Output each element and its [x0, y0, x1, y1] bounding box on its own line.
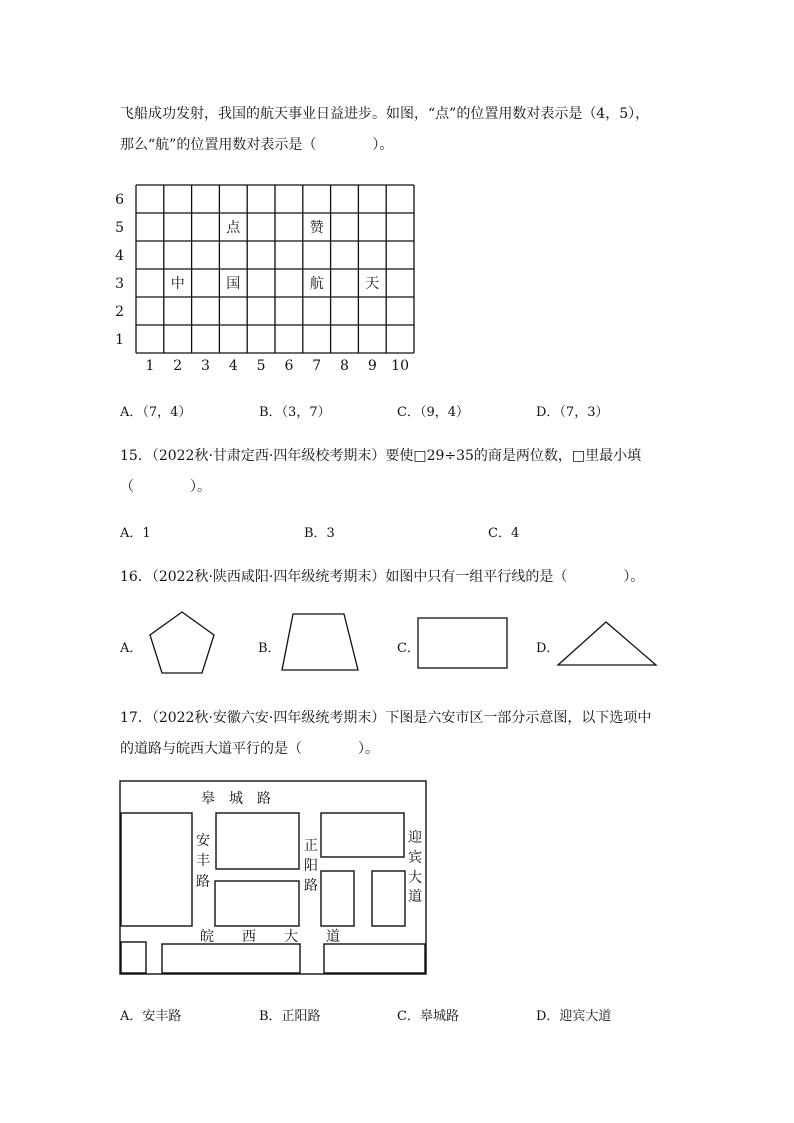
grid-x-label: 7	[312, 358, 322, 374]
grid-x-label: 6	[284, 358, 294, 374]
q14-option-d[interactable]: D．（7，3）	[536, 405, 609, 420]
q17-option-d[interactable]: D．迎宾大道	[536, 1009, 612, 1024]
anfeng-road-char-1: 安	[196, 833, 210, 849]
grid-x-label: 3	[201, 358, 210, 374]
grid-y-label: 5	[115, 220, 124, 236]
city-map	[118, 778, 430, 978]
yingbin-road-char-4: 道	[408, 889, 422, 905]
map-border	[120, 781, 426, 974]
block-mid	[215, 881, 299, 926]
block-top-right	[321, 813, 404, 857]
trapezoid-shape	[280, 611, 362, 673]
block-bottom-1	[121, 942, 146, 973]
q16-option-a-label[interactable]: A．	[120, 641, 143, 656]
zhengyang-road-char-2: 阳	[304, 858, 318, 874]
q16-option-d-label[interactable]: D．	[536, 641, 560, 656]
q16-option-b-label[interactable]: B．	[258, 641, 281, 656]
q14-option-c[interactable]: C．（9，4）	[397, 405, 469, 420]
q14-option-b[interactable]: B．（3，7）	[259, 405, 331, 420]
gaocheng-road-label: 皋 城 路	[201, 791, 271, 807]
q15-option-c[interactable]: C．4	[488, 526, 520, 541]
anfeng-road-char-3: 路	[196, 874, 210, 890]
q17-option-c[interactable]: C．皋城路	[397, 1009, 459, 1024]
q17-option-a[interactable]: A．安丰路	[120, 1009, 182, 1024]
pentagon-shape	[147, 609, 217, 679]
block-bottom-2	[162, 944, 300, 973]
block-top-mid	[216, 813, 299, 869]
q14-option-a[interactable]: A．（7，4）	[120, 405, 192, 420]
zhengyang-road-char-3: 路	[304, 878, 318, 894]
grid-y-label: 1	[115, 332, 124, 348]
anfeng-road-char-2: 丰	[196, 853, 210, 869]
grid-char-2-3: 中	[170, 276, 185, 292]
grid-y-label: 4	[115, 248, 124, 264]
grid-x-label: 5	[256, 358, 266, 374]
wanxi-road-label: 皖 西 大 道	[200, 929, 340, 945]
q14-text-line1: 飞船成功发射，我国的航天事业日益进步。如图，“点”的位置用数对表示是（4，5），	[120, 106, 650, 122]
q17-text-line2: 的道路与皖西大道平行的是（ ）。	[120, 741, 379, 757]
yingbin-road-char-3: 大	[408, 870, 422, 886]
grid-x-label: 8	[340, 358, 349, 374]
yingbin-road-char-1: 迎	[408, 830, 422, 846]
q15-text-line1: 15．（2022秋·甘肃定西·四年级校考期末）要使□29÷35的商是两位数，□里最小填	[120, 448, 642, 464]
grid-x-label: 9	[367, 358, 377, 374]
grid-x-label: 1	[145, 358, 155, 374]
coordinate-grid	[0, 170, 794, 390]
block-left	[121, 813, 192, 926]
grid-y-label: 6	[115, 192, 124, 208]
block-bottom-3	[324, 944, 425, 973]
grid-x-label: 4	[228, 358, 238, 374]
block-narrow-2	[372, 871, 405, 926]
q17-text-line1: 17．（2022秋·安徽六安·四年级统考期末）下图是六安市区一部分示意图，以下选项中	[120, 710, 652, 726]
grid-y-label: 3	[115, 276, 124, 292]
q15-option-b[interactable]: B．3	[304, 526, 335, 541]
yingbin-road-char-2: 宾	[408, 850, 422, 866]
grid-char-4-3: 国	[226, 276, 241, 292]
q15-option-a[interactable]: A．1	[120, 526, 151, 541]
q15-text-line2: （ ）。	[120, 479, 211, 495]
q17-option-b[interactable]: B．正阳路	[259, 1009, 321, 1024]
grid-char-4-5: 点	[226, 220, 241, 236]
rectangle-shape	[417, 617, 509, 671]
grid-x-label: 2	[173, 358, 183, 374]
grid-char-9-3: 天	[365, 276, 380, 292]
q16-option-c-label[interactable]: C．	[397, 641, 420, 656]
q16-text-line1: 16．（2022秋·陕西咸阳·四年级统考期末）如图中只有一组平行线的是（ ）。	[120, 569, 645, 585]
grid-char-7-3: 航	[309, 276, 324, 292]
grid-y-label: 2	[115, 304, 124, 320]
q14-text-line2: 那么“航”的位置用数对表示是（ ）。	[120, 137, 394, 153]
block-narrow-1	[321, 871, 354, 926]
grid-x-label: 10	[391, 358, 410, 374]
triangle-shape	[556, 620, 658, 668]
zhengyang-road-char-1: 正	[304, 838, 318, 854]
grid-char-7-5: 赞	[309, 220, 324, 236]
